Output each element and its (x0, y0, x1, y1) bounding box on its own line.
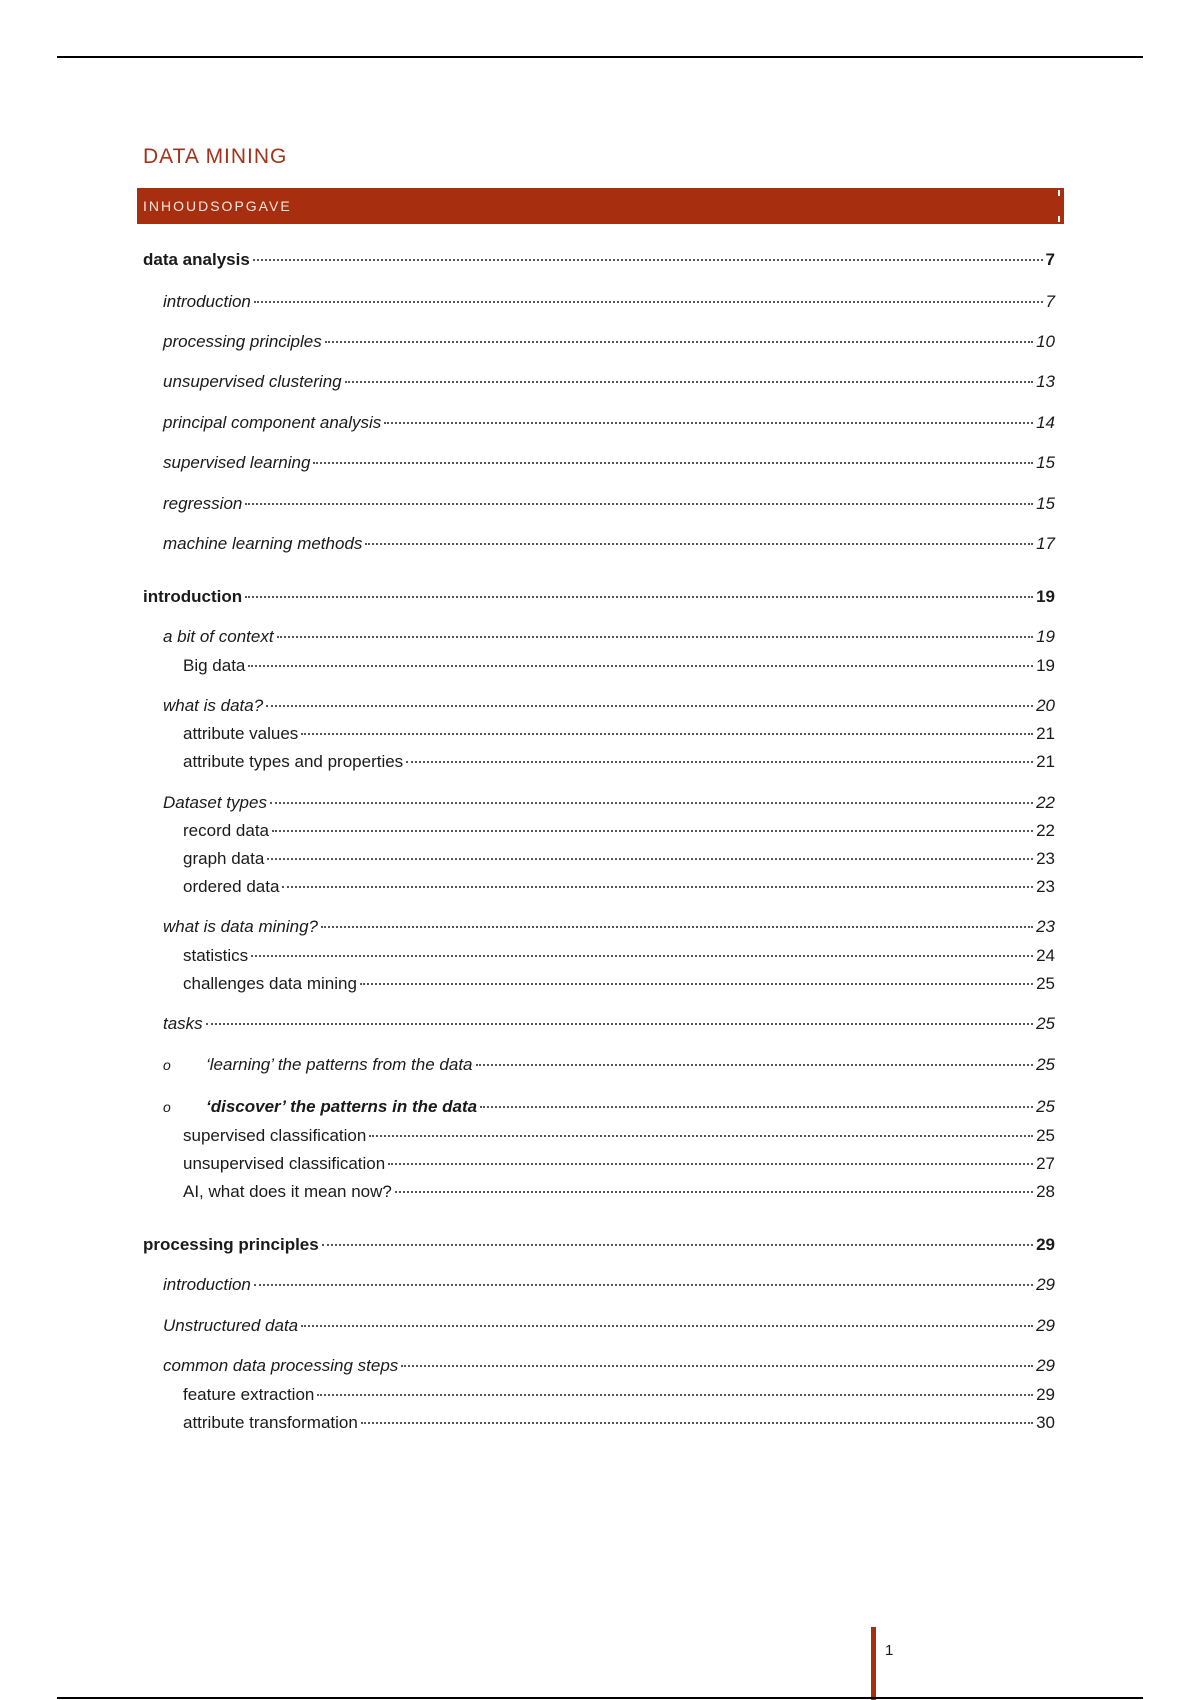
toc-page: 19 (1036, 587, 1055, 606)
toc-page: 29 (1036, 1316, 1055, 1335)
toc-entry[interactable] (183, 877, 1055, 897)
toc-page: 25 (1036, 1097, 1055, 1116)
toc-label: Dataset types (163, 793, 267, 812)
toc-entry[interactable] (183, 946, 1055, 966)
toc-page: 13 (1036, 372, 1055, 391)
toc-label: Big data (183, 656, 246, 675)
toc-page: 7 (1045, 292, 1055, 311)
toc-page: 29 (1036, 1356, 1055, 1375)
toc-page: 29 (1036, 1235, 1055, 1254)
document-title: DATA MINING (143, 145, 288, 168)
toc-leader (254, 301, 1043, 303)
toc-page: 30 (1036, 1413, 1055, 1432)
toc-page: 25 (1036, 1055, 1055, 1074)
toc-label: data analysis (143, 250, 250, 269)
toc-label: attribute transformation (183, 1413, 358, 1432)
toc-page: 23 (1036, 917, 1055, 936)
toc-leader (325, 341, 1033, 343)
toc-entry[interactable] (163, 1014, 1055, 1034)
toc-label: introduction (143, 587, 243, 606)
toc-entry[interactable] (163, 413, 1055, 433)
toc-label: record data (183, 821, 269, 840)
toc-entry[interactable] (183, 724, 1055, 744)
toc-entry[interactable] (183, 656, 1055, 676)
toc-entry[interactable] (183, 1413, 1055, 1433)
toc-entry[interactable] (163, 332, 1055, 352)
toc-entry[interactable] (183, 752, 1055, 772)
toc-leader (388, 1163, 1033, 1165)
toc-leader (254, 1284, 1033, 1286)
toc-entry[interactable] (183, 1385, 1055, 1405)
toc-page: 24 (1036, 946, 1055, 965)
toc-page: 15 (1036, 453, 1055, 472)
toc-leader (345, 381, 1033, 383)
toc-section-data-analysis[interactable] (143, 250, 1055, 270)
toc-label: attribute types and properties (183, 752, 404, 771)
footer-accent-bar (871, 1627, 876, 1700)
toc-page: 25 (1036, 1014, 1055, 1033)
toc-label: tasks (163, 1014, 203, 1033)
toc-label: unsupervised classification (183, 1154, 386, 1173)
toc-page: 10 (1036, 332, 1055, 351)
toc-leader (206, 1023, 1033, 1025)
toc-page: 23 (1036, 849, 1055, 868)
toc-label: ‘learning’ the patterns from the data (206, 1055, 473, 1074)
toc-entry[interactable] (183, 849, 1055, 869)
toc-page: 28 (1036, 1182, 1055, 1201)
toc-label: introduction (163, 1275, 251, 1294)
toc-heading-banner: INHOUDSOPGAVE (137, 188, 1064, 224)
toc-page: 20 (1036, 696, 1055, 715)
toc-label: challenges data mining (183, 974, 357, 993)
toc-entry[interactable] (163, 917, 1055, 937)
toc-label: ‘discover’ the patterns in the data (206, 1097, 478, 1116)
toc-label: unsupervised clustering (163, 372, 342, 391)
toc-page: 19 (1036, 627, 1055, 646)
toc-label: common data processing steps (163, 1356, 399, 1375)
toc-label: statistics (183, 946, 249, 965)
toc-entry[interactable] (163, 627, 1055, 647)
toc-leader (360, 983, 1033, 985)
toc-entry[interactable] (183, 1126, 1055, 1146)
bullet-marker: o (163, 1057, 171, 1073)
toc-page: 22 (1036, 821, 1055, 840)
toc-page: 15 (1036, 494, 1055, 513)
toc-leader (369, 1135, 1033, 1137)
toc-leader (245, 596, 1033, 598)
page-number: 1 (885, 1642, 894, 1659)
toc-page: 14 (1036, 413, 1055, 432)
toc-leader (476, 1064, 1034, 1066)
toc-label: supervised classification (183, 1126, 367, 1145)
toc-label: feature extraction (183, 1385, 315, 1404)
toc-entry[interactable] (163, 494, 1055, 514)
toc-leader (251, 955, 1033, 957)
bullet-marker: o (163, 1099, 171, 1115)
toc-entry[interactable] (163, 1097, 1055, 1117)
toc-leader (266, 705, 1033, 707)
toc-leader (282, 886, 1033, 888)
toc-page: 22 (1036, 793, 1055, 812)
toc-label: a bit of context (163, 627, 274, 646)
toc-page: 23 (1036, 877, 1055, 896)
toc-leader (253, 259, 1043, 261)
toc-section-processing-principles[interactable] (143, 1235, 1055, 1255)
toc-leader (322, 1244, 1033, 1246)
toc-leader (245, 503, 1033, 505)
toc-leader (248, 665, 1033, 667)
toc-entry[interactable] (163, 1356, 1055, 1376)
toc-leader (480, 1106, 1033, 1108)
footer-rule (57, 1697, 1143, 1699)
toc-entry[interactable] (183, 1182, 1055, 1202)
toc-leader (361, 1422, 1033, 1424)
toc-entry[interactable] (183, 974, 1055, 994)
toc-label: what is data mining? (163, 917, 318, 936)
toc-page: 25 (1036, 974, 1055, 993)
toc-page: 27 (1036, 1154, 1055, 1173)
toc-entry[interactable] (183, 821, 1055, 841)
toc-page: 25 (1036, 1126, 1055, 1145)
toc-leader (321, 926, 1033, 928)
toc-entry[interactable] (163, 1055, 1055, 1075)
toc-leader (406, 761, 1033, 763)
toc-label: AI, what does it mean now? (183, 1182, 392, 1201)
toc-label: introduction (163, 292, 251, 311)
toc-label: regression (163, 494, 243, 513)
toc-leader (395, 1191, 1033, 1193)
toc-page: 29 (1036, 1275, 1055, 1294)
toc-label: supervised learning (163, 453, 311, 472)
toc-entry[interactable] (163, 534, 1055, 554)
toc-entry[interactable] (183, 1154, 1055, 1174)
toc-leader (384, 422, 1033, 424)
toc-leader (270, 802, 1033, 804)
toc-entry[interactable] (163, 696, 1055, 716)
toc-page: 7 (1045, 250, 1055, 269)
toc-page: 19 (1036, 656, 1055, 675)
toc-entry[interactable] (163, 1275, 1055, 1295)
toc-label: graph data (183, 849, 265, 868)
toc-label: Unstructured data (163, 1316, 299, 1335)
toc-leader (267, 858, 1033, 860)
toc-label: attribute values (183, 724, 299, 743)
toc-section-introduction[interactable] (143, 587, 1055, 607)
toc-page: 17 (1036, 534, 1055, 553)
toc-label: what is data? (163, 696, 264, 715)
toc-page: 21 (1036, 752, 1055, 771)
toc-label: processing principles (163, 332, 322, 351)
toc-page: 29 (1036, 1385, 1055, 1404)
toc-label: principal component analysis (163, 413, 382, 432)
toc-leader (277, 636, 1034, 638)
toc-label: ordered data (183, 877, 280, 896)
toc-leader (272, 830, 1033, 832)
toc-label: machine learning methods (163, 534, 363, 553)
toc-leader (301, 1325, 1033, 1327)
toc-leader (301, 733, 1033, 735)
toc-leader (313, 462, 1033, 464)
toc-entry[interactable] (163, 453, 1055, 473)
toc-label: processing principles (143, 1235, 319, 1254)
toc-leader (317, 1394, 1033, 1396)
toc-entry[interactable] (163, 1316, 1055, 1336)
toc-leader (401, 1365, 1033, 1367)
toc-leader (365, 543, 1033, 545)
toc-entry[interactable] (163, 292, 1055, 312)
toc-entry[interactable] (163, 372, 1055, 392)
toc-page: 21 (1036, 724, 1055, 743)
toc-entry[interactable] (163, 793, 1055, 813)
